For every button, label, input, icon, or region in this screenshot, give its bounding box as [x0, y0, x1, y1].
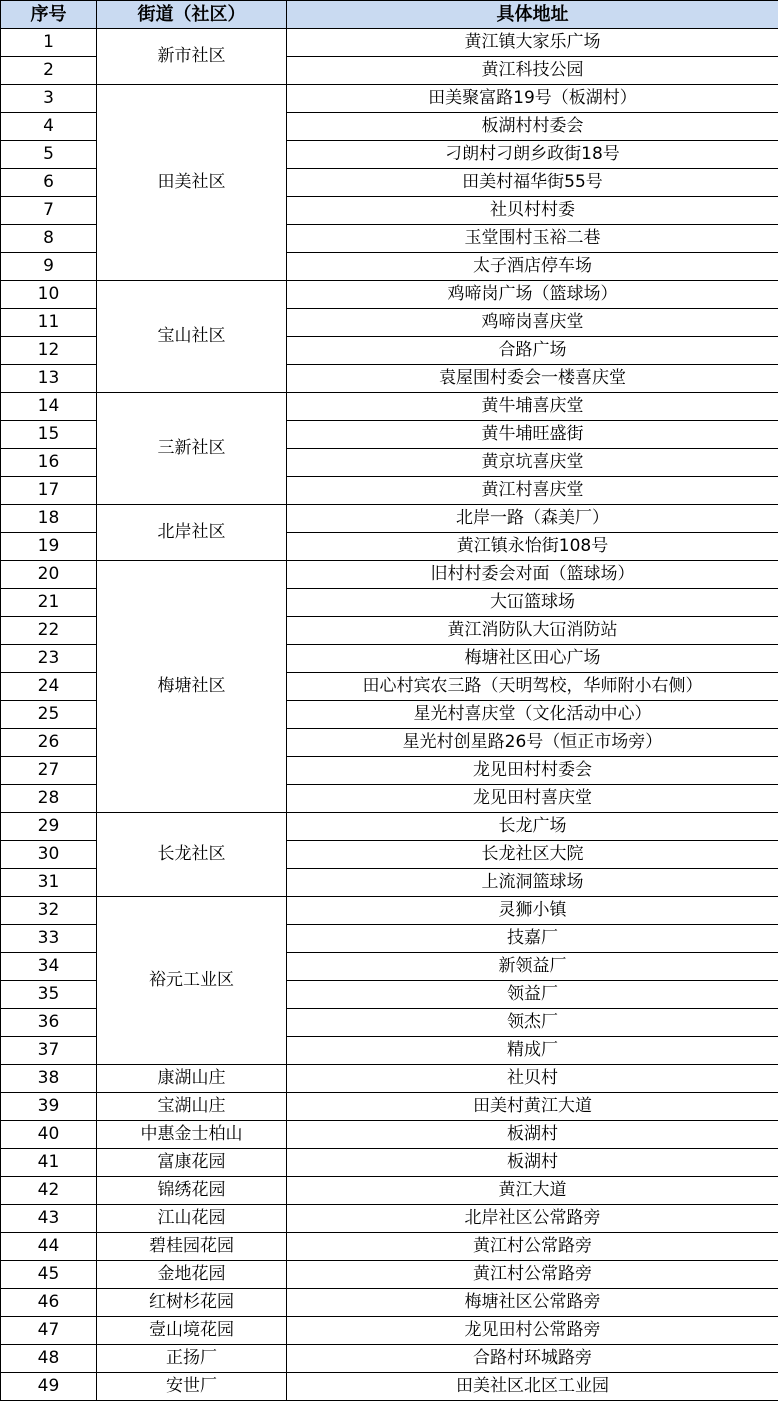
cell-address[interactable]: 领杰厂 [287, 1009, 778, 1037]
cell-address[interactable]: 鸡啼岗喜庆堂 [287, 309, 778, 337]
cell-address[interactable]: 上流洞篮球场 [287, 869, 778, 897]
cell-address[interactable]: 合路广场 [287, 337, 778, 365]
table-row [1, 1261, 778, 1289]
table-row [1, 1289, 778, 1317]
cell-no[interactable]: 12 [1, 337, 97, 365]
table-row [1, 393, 778, 421]
cell-address[interactable]: 板湖村 [287, 1121, 778, 1149]
cell-community[interactable]: 新市社区 [97, 29, 287, 85]
cell-address[interactable]: 黄牛埔喜庆堂 [287, 393, 778, 421]
cell-no[interactable]: 8 [1, 225, 97, 253]
cell-no[interactable]: 25 [1, 701, 97, 729]
cell-no[interactable]: 29 [1, 813, 97, 841]
cell-no[interactable]: 47 [1, 1317, 97, 1345]
cell-community[interactable]: 红树杉花园 [97, 1289, 287, 1317]
cell-address[interactable]: 旧村村委会对面（篮球场） [287, 561, 778, 589]
cell-address[interactable]: 龙见田村喜庆堂 [287, 785, 778, 813]
cell-no[interactable]: 17 [1, 477, 97, 505]
cell-no[interactable]: 20 [1, 561, 97, 589]
cell-address[interactable]: 太子酒店停车场 [287, 253, 778, 281]
cell-address[interactable]: 星光村喜庆堂（文化活动中心） [287, 701, 778, 729]
cell-address[interactable]: 板湖村村委会 [287, 113, 778, 141]
cell-community[interactable]: 金地花园 [97, 1261, 287, 1289]
cell-address[interactable]: 长龙社区大院 [287, 841, 778, 869]
cell-no[interactable]: 37 [1, 1037, 97, 1065]
cell-address[interactable]: 田美村福华街55号 [287, 169, 778, 197]
cell-community[interactable]: 北岸社区 [97, 505, 287, 561]
header-cell-community[interactable]: 街道（社区） [97, 1, 287, 29]
cell-address[interactable]: 灵狮小镇 [287, 897, 778, 925]
table-row [1, 813, 778, 841]
table-row [1, 1345, 778, 1373]
table-row [1, 561, 778, 589]
cell-no[interactable]: 28 [1, 785, 97, 813]
cell-address[interactable]: 星光村创星路26号（恒正市场旁） [287, 729, 778, 757]
cell-no[interactable]: 13 [1, 365, 97, 393]
cell-address[interactable]: 玉堂围村玉裕二巷 [287, 225, 778, 253]
cell-no[interactable]: 49 [1, 1373, 97, 1401]
cell-no[interactable]: 19 [1, 533, 97, 561]
cell-address[interactable]: 技嘉厂 [287, 925, 778, 953]
cell-no[interactable]: 38 [1, 1065, 97, 1093]
cell-address[interactable]: 黄江村公常路旁 [287, 1233, 778, 1261]
cell-no[interactable]: 42 [1, 1177, 97, 1205]
cell-address[interactable]: 龙见田村村委会 [287, 757, 778, 785]
header-cell-no[interactable]: 序号 [1, 1, 97, 29]
cell-no[interactable]: 3 [1, 85, 97, 113]
cell-address[interactable]: 黄江村公常路旁 [287, 1261, 778, 1289]
cell-address[interactable]: 精成厂 [287, 1037, 778, 1065]
cell-no[interactable]: 24 [1, 673, 97, 701]
table-row [1, 1093, 778, 1121]
cell-no[interactable]: 39 [1, 1093, 97, 1121]
cell-no[interactable]: 36 [1, 1009, 97, 1037]
cell-address[interactable]: 北岸一路（森美厂） [287, 505, 778, 533]
cell-address[interactable]: 长龙广场 [287, 813, 778, 841]
cell-no[interactable]: 30 [1, 841, 97, 869]
cell-no[interactable]: 15 [1, 421, 97, 449]
cell-community[interactable]: 裕元工业区 [97, 897, 287, 1065]
cell-no[interactable]: 43 [1, 1205, 97, 1233]
cell-no[interactable]: 34 [1, 953, 97, 981]
cell-community[interactable]: 正扬厂 [97, 1345, 287, 1373]
cell-address[interactable]: 黄牛埔旺盛街 [287, 421, 778, 449]
cell-community[interactable]: 田美社区 [97, 85, 287, 281]
cell-no[interactable]: 7 [1, 197, 97, 225]
table-row [1, 505, 778, 533]
cell-address[interactable]: 新领益厂 [287, 953, 778, 981]
cell-community[interactable]: 长龙社区 [97, 813, 287, 897]
cell-no[interactable]: 33 [1, 925, 97, 953]
table-row [1, 1373, 778, 1401]
cell-community[interactable]: 宝湖山庄 [97, 1093, 287, 1121]
cell-no[interactable]: 22 [1, 617, 97, 645]
cell-address[interactable]: 黄京坑喜庆堂 [287, 449, 778, 477]
cell-community[interactable]: 富康花园 [97, 1149, 287, 1177]
table-row [1, 1233, 778, 1261]
cell-address[interactable]: 田美村黄江大道 [287, 1093, 778, 1121]
cell-address[interactable]: 田美社区北区工业园 [287, 1373, 778, 1401]
table-row [1, 85, 778, 113]
cell-community[interactable]: 碧桂园花园 [97, 1233, 287, 1261]
cell-address[interactable]: 鸡啼岗广场（篮球场） [287, 281, 778, 309]
table-row [1, 1149, 778, 1177]
cell-no[interactable]: 4 [1, 113, 97, 141]
cell-no[interactable]: 11 [1, 309, 97, 337]
cell-no[interactable]: 9 [1, 253, 97, 281]
table-row [1, 897, 778, 925]
cell-no[interactable]: 44 [1, 1233, 97, 1261]
cell-no[interactable]: 23 [1, 645, 97, 673]
cell-no[interactable]: 18 [1, 505, 97, 533]
cell-address[interactable]: 合路村环城路旁 [287, 1345, 778, 1373]
cell-no[interactable]: 2 [1, 57, 97, 85]
cell-address[interactable]: 梅塘社区公常路旁 [287, 1289, 778, 1317]
cell-address[interactable]: 黄江消防队大冚消防站 [287, 617, 778, 645]
table-row [1, 1205, 778, 1233]
cell-address[interactable]: 社贝村 [287, 1065, 778, 1093]
cell-no[interactable]: 21 [1, 589, 97, 617]
cell-community[interactable]: 梅塘社区 [97, 561, 287, 813]
cell-no[interactable]: 32 [1, 897, 97, 925]
cell-community[interactable]: 锦绣花园 [97, 1177, 287, 1205]
cell-address[interactable]: 田美聚富路19号（板湖村） [287, 85, 778, 113]
cell-no[interactable]: 10 [1, 281, 97, 309]
cell-no[interactable]: 40 [1, 1121, 97, 1149]
cell-no[interactable]: 35 [1, 981, 97, 1009]
cell-no[interactable]: 27 [1, 757, 97, 785]
cell-no[interactable]: 16 [1, 449, 97, 477]
cell-address[interactable]: 梅塘社区田心广场 [287, 645, 778, 673]
cell-address[interactable]: 黄江科技公园 [287, 57, 778, 85]
cell-address[interactable]: 北岸社区公常路旁 [287, 1205, 778, 1233]
cell-no[interactable]: 45 [1, 1261, 97, 1289]
cell-no[interactable]: 26 [1, 729, 97, 757]
table-row [1, 281, 778, 309]
cell-address[interactable]: 黄江村喜庆堂 [287, 477, 778, 505]
cell-address[interactable]: 刁朗村刁朗乡政街18号 [287, 141, 778, 169]
cell-address[interactable]: 黄江大道 [287, 1177, 778, 1205]
cell-community[interactable]: 壹山境花园 [97, 1317, 287, 1345]
cell-address[interactable]: 袁屋围村委会一楼喜庆堂 [287, 365, 778, 393]
table-body [1, 29, 778, 1401]
cell-address[interactable]: 黄江镇大家乐广场 [287, 29, 778, 57]
cell-community[interactable]: 江山花园 [97, 1205, 287, 1233]
cell-community[interactable]: 三新社区 [97, 393, 287, 505]
cell-address[interactable]: 社贝村村委 [287, 197, 778, 225]
header-cell-address[interactable]: 具体地址 [287, 1, 778, 29]
header-row [1, 1, 778, 29]
table-row [1, 29, 778, 57]
cell-no[interactable]: 6 [1, 169, 97, 197]
table-row [1, 1121, 778, 1149]
cell-address[interactable]: 领益厂 [287, 981, 778, 1009]
table-header [1, 1, 778, 29]
table-row [1, 1317, 778, 1345]
cell-community[interactable]: 宝山社区 [97, 281, 287, 393]
cell-community[interactable]: 安世厂 [97, 1373, 287, 1401]
cell-no[interactable]: 46 [1, 1289, 97, 1317]
cell-no[interactable]: 31 [1, 869, 97, 897]
cell-address[interactable]: 田心村宾农三路（天明驾校，华师附小右侧） [287, 673, 778, 701]
cell-no[interactable]: 1 [1, 29, 97, 57]
cell-community[interactable]: 中惠金士柏山 [97, 1121, 287, 1149]
table-row [1, 1177, 778, 1205]
cell-no[interactable]: 14 [1, 393, 97, 421]
cell-address[interactable]: 大冚篮球场 [287, 589, 778, 617]
cell-address[interactable]: 板湖村 [287, 1149, 778, 1177]
cell-address[interactable]: 黄江镇永怡街108号 [287, 533, 778, 561]
cell-community[interactable]: 康湖山庄 [97, 1065, 287, 1093]
table-row [1, 1065, 778, 1093]
cell-no[interactable]: 5 [1, 141, 97, 169]
cell-address[interactable]: 龙见田村公常路旁 [287, 1317, 778, 1345]
cell-no[interactable]: 41 [1, 1149, 97, 1177]
cell-no[interactable]: 48 [1, 1345, 97, 1373]
